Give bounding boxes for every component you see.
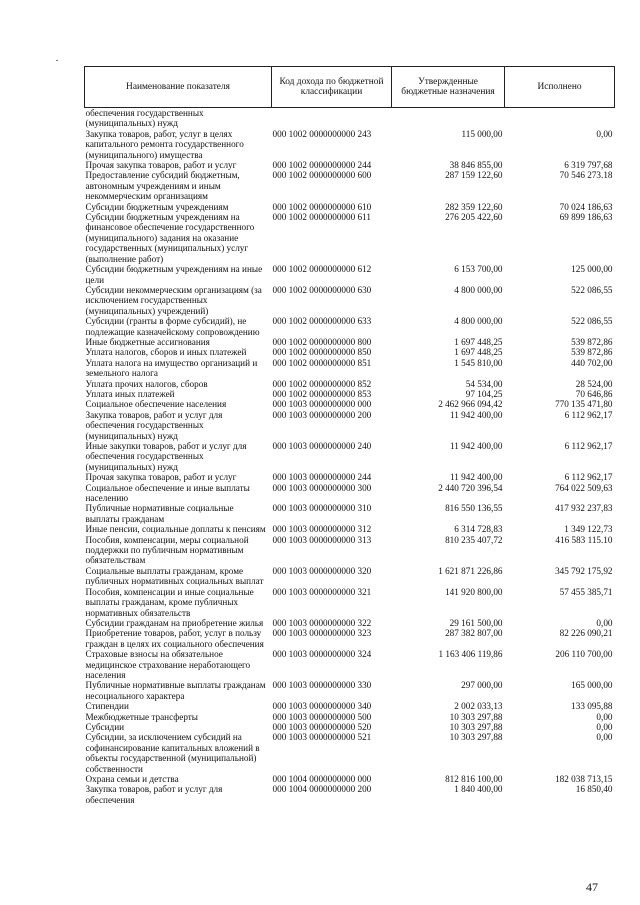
row-executed-cell: 522 086,55	[571, 284, 613, 295]
row-name-cell: Охрана семьи и детства	[85, 774, 179, 784]
row-code-cell: 000 1003 0000000000 340	[272, 701, 372, 712]
row-approved-cell: 29 161 500,00	[449, 617, 503, 628]
row-code-cell: 000 1002 0000000000 853	[272, 388, 372, 399]
row-name-cell: Социальное обеспечение населения	[85, 399, 227, 410]
row-approved-cell: 276 205 422,60	[445, 212, 503, 223]
row-approved-cell: 10 303 297,88	[449, 732, 503, 743]
row-executed-cell: 0,00	[596, 711, 613, 722]
row-name-cell: Иные бюджетные ассигнования	[85, 336, 210, 347]
row-code-cell: 000 1002 0000000000 600	[272, 170, 372, 181]
row-executed-cell: 70 646,86	[575, 388, 613, 399]
row-code-cell: 000 1003 0000000000 200	[272, 409, 372, 420]
table-row	[85, 379, 615, 389]
table-row	[85, 285, 615, 316]
row-approved-cell: 115 000,00	[461, 128, 503, 139]
row-executed-cell: 82 226 090,21	[559, 628, 613, 639]
row-name-cell: Закупка товаров, работ и услуг для обеспечения государственных (муниципальных) нужд	[85, 409, 223, 441]
row-approved-cell: 97 104,25	[465, 388, 503, 399]
row-executed-cell	[505, 108, 615, 129]
row-name-cell: Социальное обеспечение и иные выплаты населению	[85, 482, 250, 504]
table-row	[85, 441, 615, 472]
row-name-cell: Субсидии	[85, 721, 125, 732]
row-executed-cell: 0,00	[596, 721, 613, 732]
table-row	[85, 170, 615, 201]
row-approved-cell: 297 000,00	[461, 680, 503, 691]
row-approved-cell: 4 800 000,00	[454, 316, 503, 327]
row-name-cell: Субсидии бюджетным учреждениям на финансовое обеспечение государственного (муниципального) задания на оказание государственных (муниципальных) услуг (выполнение работ)	[85, 212, 255, 264]
row-executed-cell: 57 455 385,71	[559, 586, 613, 597]
table-row	[85, 264, 615, 285]
row-name-cell: Публичные нормативные выплаты гражданам несоциального характера	[85, 680, 266, 701]
table-row	[85, 566, 615, 587]
row-code-cell: 000 1003 0000000000 521	[272, 732, 372, 743]
table-row	[85, 732, 615, 774]
row-name-cell: Субсидии бюджетным учреждениям	[85, 201, 229, 212]
row-approved-cell: 11 942 400,00	[450, 409, 503, 420]
row-approved-cell: 287 159 122,60	[445, 170, 503, 181]
row-name-cell: Пособия, компенсации, меры социальной поддержки по публичным нормативным обязательствам	[85, 534, 249, 566]
row-executed-cell: 417 932 237,83	[555, 503, 613, 514]
row-name-cell: Субсидии гражданам на приобретение жилья	[85, 617, 264, 628]
scan-artifact	[56, 60, 58, 61]
table-row	[85, 722, 615, 732]
row-approved-cell: 38 846 855,00	[449, 160, 503, 171]
row-executed-cell: 6 112 962,17	[564, 409, 613, 420]
row-approved-cell: 1 697 448,25	[454, 347, 503, 358]
row-name-cell: Иные пенсии, социальные доплаты к пенсиям	[85, 524, 266, 535]
row-name-cell: Пособия, компенсации и иные социальные выплаты гражданам, кроме публичных нормативных обязательств	[85, 586, 254, 618]
header-name: Наименование показателя	[85, 67, 272, 108]
row-approved-cell: 54 534,00	[465, 378, 503, 389]
table-row	[85, 399, 615, 409]
row-code-cell: 000 1003 0000000000 310	[272, 503, 372, 514]
row-executed-cell: 539 872,86	[571, 347, 613, 358]
row-code-cell: 000 1003 0000000000 324	[272, 649, 372, 660]
row-code-cell: 000 1002 0000000000 852	[272, 378, 372, 389]
row-approved-cell: 1 621 871 226,86	[438, 565, 503, 576]
row-executed-cell: 6 112 962,17	[564, 472, 613, 483]
table-row	[85, 649, 615, 680]
row-code-cell: 000 1003 0000000000 312	[272, 524, 372, 535]
row-executed-cell: 133 095,88	[571, 701, 613, 712]
row-executed-cell: 1 349 122,73	[564, 524, 613, 535]
row-name-cell: Иные закупки товаров, работ и услуг для обеспечения государственных (муниципальных) нужд	[85, 441, 247, 472]
row-approved-cell: 4 800 000,00	[454, 284, 503, 295]
row-code-cell: 000 1003 0000000000 330	[272, 680, 372, 691]
row-executed-cell: 440 702,00	[571, 357, 613, 368]
table-row	[85, 535, 615, 566]
row-code-cell: 000 1003 0000000000 300	[272, 482, 372, 493]
table-row	[85, 701, 615, 711]
row-approved-cell: 810 235 407,72	[445, 534, 503, 545]
row-name-cell: Закупка товаров, работ, услуг в целях капитального ремонта государственного (муниципального) имущества	[85, 128, 244, 160]
row-approved-cell: 1 163 406 119,86	[438, 649, 503, 660]
table-row	[85, 483, 615, 504]
row-code-cell: 000 1003 0000000000 000	[272, 399, 372, 410]
row-executed-cell: 69 899 186,63	[559, 212, 613, 223]
row-executed-cell: 416 583 115.10	[555, 534, 613, 545]
row-code-cell: 000 1003 0000000000 520	[272, 721, 372, 732]
row-executed-cell: 206 110 700,00	[555, 649, 613, 660]
row-executed-cell: 165 000,00	[571, 680, 613, 691]
row-approved-cell: 282 359 122,60	[445, 201, 503, 212]
row-executed-cell: 70 024 186,63	[559, 201, 613, 212]
row-code-cell: 000 1003 0000000000 500	[272, 711, 372, 722]
header-executed: Исполнено	[505, 67, 615, 108]
table-row	[85, 712, 615, 722]
row-name-cell: Стипендии	[85, 701, 129, 712]
row-code-cell: 000 1003 0000000000 321	[272, 586, 372, 597]
row-executed-cell: 345 792 175,92	[555, 565, 613, 576]
row-approved-cell: 6 153 700,00	[454, 264, 503, 275]
row-name-cell: Уплата прочих налогов, сборов	[85, 378, 208, 389]
row-approved-cell: 2 002 033,13	[454, 701, 503, 712]
row-name-cell: Уплата иных платежей	[85, 388, 175, 399]
row-approved-cell: 2 440 720 396,54	[438, 482, 503, 493]
row-code-cell: 000 1003 0000000000 313	[272, 534, 372, 545]
row-approved-cell	[392, 108, 505, 129]
row-code-cell: 000 1004 0000000000 200	[272, 784, 372, 795]
row-code-cell: 000 1003 0000000000 244	[272, 472, 372, 483]
row-code-cell: 000 1002 0000000000 633	[272, 316, 372, 327]
table-row	[85, 472, 615, 482]
row-name-cell: Приобретение товаров, работ, услуг в пользу граждан в целях их социального обеспечения	[85, 628, 264, 649]
row-executed-cell: 28 524,00	[575, 378, 613, 389]
row-name-cell: Социальные выплаты гражданам, кроме публичных нормативных социальных выплат	[85, 565, 264, 587]
row-name-cell: Публичные нормативные социальные выплаты гражданам	[85, 503, 234, 524]
budget-execution-table	[84, 66, 615, 805]
row-code-cell: 000 1002 0000000000 630	[272, 284, 372, 295]
row-name-cell: Субсидии бюджетным учреждениям на иные цели	[85, 264, 263, 285]
row-executed-cell: 539 872,86	[571, 336, 613, 347]
row-code-cell: 000 1002 0000000000 851	[272, 357, 372, 368]
table-row	[85, 347, 615, 357]
row-name-cell: обеспечения государственных (муниципальных) нужд	[85, 108, 204, 129]
table-row	[85, 410, 615, 441]
table-row	[85, 389, 615, 399]
table-row	[85, 358, 615, 379]
table-row	[85, 160, 615, 170]
row-name-cell: Субсидии (гранты в форме субсидий), не подлежащие казначейскому сопровождению	[85, 316, 260, 337]
row-code-cell: 000 1002 0000000000 850	[272, 347, 372, 358]
table-row	[85, 587, 615, 618]
row-approved-cell: 1 697 448,25	[454, 336, 503, 347]
row-executed-cell: 770 135 471,80	[555, 399, 613, 410]
table-row	[85, 680, 615, 701]
row-name-cell: Уплата налога на имущество организаций и земельного налога	[85, 357, 258, 379]
row-code-cell: 000 1003 0000000000 320	[272, 565, 372, 576]
row-code-cell: 000 1002 0000000000 611	[272, 212, 371, 223]
row-executed-cell: 6 112 962,17	[564, 441, 613, 451]
row-approved-cell: 10 303 297,88	[449, 721, 503, 732]
row-executed-cell: 0,00	[596, 617, 613, 628]
table-header-row	[85, 67, 615, 108]
header-approved: Утвержденные бюджетные назначения	[392, 67, 505, 108]
row-approved-cell: 141 920 800,00	[445, 586, 503, 597]
row-name-cell: Субсидии некоммерческим организациям (за исключением государственных (муниципальных) учреждений)	[85, 284, 262, 316]
row-approved-cell: 1 840 400,00	[454, 784, 503, 795]
row-executed-cell: 0,00	[596, 128, 613, 139]
table-row	[85, 618, 615, 628]
table-row	[85, 212, 615, 264]
row-executed-cell: 764 022 509,63	[555, 482, 613, 493]
row-code-cell: 000 1002 0000000000 243	[272, 128, 372, 139]
table-row	[85, 202, 615, 212]
page-number: 47	[586, 880, 598, 894]
table-row	[85, 503, 615, 524]
row-code-cell	[272, 108, 392, 129]
header-code: Код дохода по бюджетной классификации	[272, 67, 392, 108]
row-name-cell: Уплата налогов, сборов и иных платежей	[85, 347, 247, 358]
row-code-cell: 000 1002 0000000000 244	[272, 160, 372, 171]
row-code-cell: 000 1003 0000000000 322	[272, 617, 372, 628]
row-executed-cell: 16 850,40	[575, 784, 613, 795]
row-approved-cell: 11 942 400,00	[450, 472, 503, 483]
row-executed-cell: 125 000,00	[571, 264, 613, 275]
table-row	[85, 524, 615, 534]
row-code-cell: 000 1003 0000000000 323	[272, 628, 372, 639]
table-row	[85, 129, 615, 160]
row-name-cell: Страховые взносы на обязательное медицинское страхование неработающего населения	[85, 649, 251, 680]
row-approved-cell: 2 462 966 094,42	[438, 399, 503, 410]
row-approved-cell: 1 545 810,00	[454, 357, 503, 368]
row-executed-cell: 522 086,55	[571, 316, 613, 327]
table-row	[85, 316, 615, 337]
row-name-cell: Прочая закупка товаров, работ и услуг	[85, 472, 237, 483]
row-executed-cell: 182 038 713,15	[555, 774, 613, 784]
table-row	[85, 774, 615, 784]
row-executed-cell: 0,00	[596, 732, 613, 743]
row-name-cell: Межбюджетные трансферты	[85, 711, 198, 722]
row-code-cell: 000 1002 0000000000 612	[272, 264, 372, 275]
row-code-cell: 000 1003 0000000000 240	[272, 441, 372, 451]
row-approved-cell: 812 816 100,00	[445, 774, 503, 784]
table-row	[85, 337, 615, 347]
table-body	[85, 108, 615, 806]
row-executed-cell: 6 319 797,68	[564, 160, 613, 171]
row-approved-cell: 816 550 136,55	[445, 503, 503, 514]
row-approved-cell: 10 303 297,88	[449, 711, 503, 722]
row-executed-cell: 70 546 273.18	[559, 170, 613, 181]
row-approved-cell: 287 382 807,00	[445, 628, 503, 639]
row-code-cell: 000 1002 0000000000 800	[272, 336, 372, 347]
row-name-cell: Предоставление субсидий бюджетным, автономным учреждениям и иным некоммерческим организациям	[85, 170, 240, 202]
row-name-cell: Прочая закупка товаров, работ и услуг	[85, 160, 237, 171]
row-approved-cell: 6 314 728,83	[454, 524, 503, 535]
table-row	[85, 108, 615, 129]
row-approved-cell: 11 942 400,00	[450, 441, 503, 451]
row-code-cell: 000 1004 0000000000 000	[272, 774, 372, 784]
row-name-cell: Закупка товаров, работ и услуг для обеспечения	[85, 784, 223, 805]
table-row	[85, 784, 615, 805]
row-code-cell: 000 1002 0000000000 610	[272, 201, 372, 212]
row-name-cell: Субсидии, за исключением субсидий на софинансирование капитальных вложений в объекты государственной (муниципальной) собственности	[85, 732, 260, 774]
table-row	[85, 628, 615, 649]
